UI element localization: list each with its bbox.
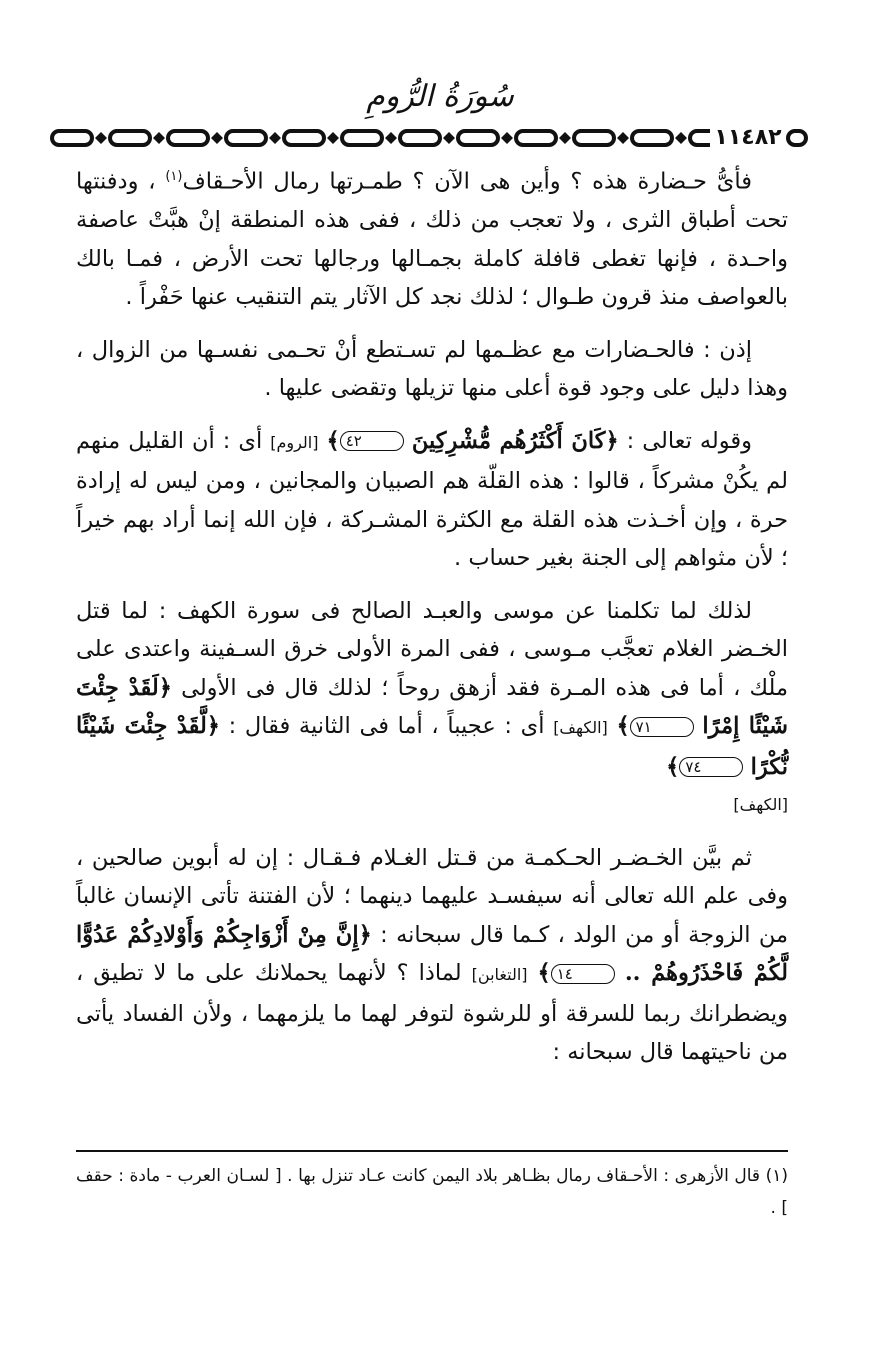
paragraph-text: أى : أن القليل منهم لم يكُنْ مشركاً ، قالوا : هذه القلّة هم الصبيان والمجانين ، ومن ليس له إرادة حرة ، وإن أخـذت هذه القلة مع الكثرة المشـركة ، فإن الله إنما أراد بهم خيراً ؛ لأن مثواهم إلى الجنة بغير حساب . xyxy=(76,427,788,571)
paragraph-4 xyxy=(76,592,788,825)
quran-bracket: ﴾ xyxy=(537,960,551,986)
ayah-number: ٧٤ xyxy=(679,757,743,777)
surah-title: سُورَةُ الرُّومِ xyxy=(366,79,514,114)
paragraph-text: فأىُّ حـضارة هذه ؟ وأين هى الآن ؟ طمـرتها رمال الأحـقاف xyxy=(182,168,752,195)
ayah-number: ١٤ xyxy=(551,964,615,984)
quran-bracket: ﴾ xyxy=(616,713,630,739)
quran-verse: ﴿لَقَدْ جِئْتَ شَيْئًا إِمْرًا xyxy=(76,674,789,739)
decorative-border-band xyxy=(48,124,808,152)
paragraph-text: ثم بيَّن الخـضـر الحـكمـة من قـتل الغـلام فـقـال : إن له أبوين صالحين ، وفى علم الله تعالى أنه سيفسـد عليهما دينهما ؛ لأن الفتنة تأتى الإنسان غالباً من الزوجة أو من الولد ، كـما قال سبحانه : xyxy=(76,844,789,948)
paragraph-text: وقوله تعالى : xyxy=(626,427,753,454)
ornament-chain-icon xyxy=(48,124,808,152)
quran-bracket: ﴾ xyxy=(326,427,340,454)
footnote: (١) قال الأزهرى : الأحـقاف رمال بظـاهر بلاد اليمن كانت عـاد تنزل بها . [ لسـان العرب - مادة : حقف ] . xyxy=(76,1166,788,1218)
paragraph-text: ، ودفنتها تحت أطباق الثرى ، ولا تعجب من ذلك ، ففى هذه المنطقة إنْ هبَّتْ عاصفة واحـدة ، فإنها تغطى قافلة كاملة بجمـالها ورجالها تحت الأرض ، فمـا بالك بالعواصف منذ قرون طـوال ؛ لذلك نجد كل الآثار يتم التنقيب عنها حَفْراً . xyxy=(76,168,788,310)
commentary-body xyxy=(76,158,788,1086)
ayah-number: ٤٢ xyxy=(340,431,404,451)
surah-reference: [الروم] xyxy=(270,432,319,452)
quran-verse: ﴿لَّقَدْ جِئْتَ شَيْئًا نُّكْرًا xyxy=(76,713,788,780)
paragraph-text: لماذا ؟ لأنهما يحملانك على ما لا تطيق ، ويضطرانك ربما للسرقة أو للرشوة لتوفر لهما ما يلزمهما ، ولأن الفساد يأتى من ناحيتهما قال سبحانه : xyxy=(76,960,788,1065)
paragraph-2 xyxy=(76,331,788,408)
surah-reference: [الكهف] xyxy=(733,795,788,814)
quran-verse: ﴿إِنَّ مِنْ أَزْوَاجِكُمْ وَأَوْلادِكُمْ عَدُوًّا لَّكُمْ فَاحْذَرُوهُمْ .. xyxy=(76,921,789,986)
ayah-number: ٧١ xyxy=(630,717,694,737)
paragraph-text: إذن : فالحـضارات مع عظـمها لم تسـتطع أنْ تحـمى نفسـها من الزوال ، وهذا دليل على وجود قوة أعلى منها تزيلها وتقضى عليها . xyxy=(76,336,788,401)
footnote-marker: (١) xyxy=(165,169,183,184)
paragraph-3 xyxy=(76,422,788,578)
surah-reference: [الكهف] xyxy=(553,718,608,737)
footnote-divider xyxy=(76,1150,788,1152)
quran-bracket: ﴾ xyxy=(666,753,680,780)
paragraph-1 xyxy=(76,158,788,317)
paragraph-text: لذلك لما تكلمنا عن موسى والعبـد الصالح فى سورة الكهف : لما قتل الخـضر الغلام تعجَّب مـوسى ، ففى المرة الأولى خرق السـفينة واعتدى على ملْك ، أما فى هذه المـرة فقد أزهق روحاً ؛ لذلك قال فى الأولى xyxy=(76,597,788,701)
surah-reference: [التغابن] xyxy=(471,965,528,984)
page-number: ١١٤٨٢ xyxy=(710,124,786,152)
paragraph-text: أى : عجيباً ، أما فى الثانية فقال : xyxy=(228,713,545,739)
quran-verse: ﴿كَانَ أَكْثَرُهُم مُّشْرِكِينَ xyxy=(411,427,619,454)
paragraph-5 xyxy=(76,839,788,1072)
